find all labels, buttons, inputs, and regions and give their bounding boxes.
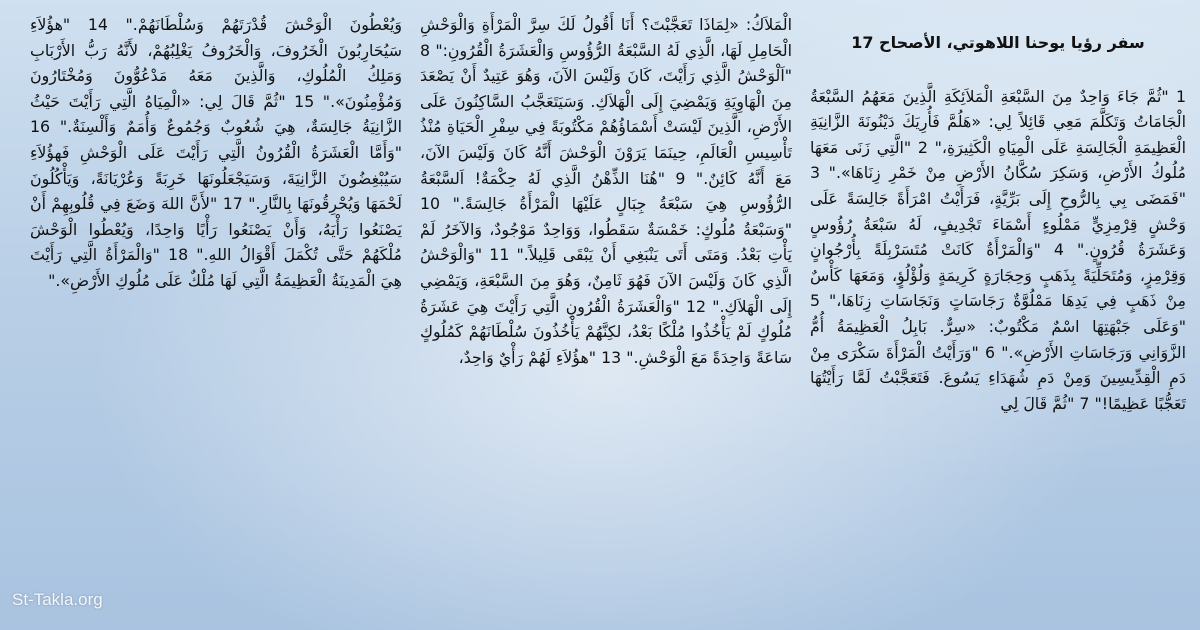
text-column-right [810, 12, 1186, 618]
chapter-title: سفر رؤيا يوحنا اللاهوتي، الأصحاح 17 [851, 33, 1145, 52]
text-column-middle [420, 12, 792, 618]
column-text-2: الْمَلاَكُ: «لِمَاذَا تَعَجَّبْتَ؟ أَنَا أَقُولُ لَكَ سِرَّ الْمَرْأَةِ وَالْوَحْشِ الْحَامِلِ لَهَا، الَّذِي لَهُ السَّبْعَةُ الرُّؤُوسِ وَالْعَشَرَةُ الْقُرُونِ:" 8 "اَلْوَحْشُ الَّذِي رَأَيْتَ، كَانَ وَلَيْسَ الآنَ، وَهُوَ عَتِيدٌ أَنْ يَصْعَدَ مِنَ الْهَاوِيَةِ وَيَمْضِيَ إِلَى الْهَلاَكِ. وَسَيَتَعَجَّبُ السَّاكِنُونَ عَلَى الأَرْضِ، الَّذِينَ لَيْسَتْ أَسْمَاؤُهُمْ مَكْتُوبَةً فِي سِفْرِ الْحَيَاةِ مُنْذُ تَأْسِيسِ الْعَالَمِ، حِينَمَا يَرَوْنَ الْوَحْشَ أَنَّهُ كَانَ وَلَيْسَ الآنَ، مَعَ أَنَّهُ كَائِنٌ." 9 "هُنَا الذِّهْنُ الَّذِي لَهُ حِكْمَةٌ! اَلسَّبْعَةُ الرُّؤُوسِ هِيَ سَبْعَةُ جِبَالٍ عَلَيْهَا الْمَرْأَةُ جَالِسَةً." 10 "وَسَبْعَةُ مُلُوكٍ: خَمْسَةٌ سَقَطُوا، وَوَاحِدٌ مَوْجُودٌ، وَالآخَرُ لَمْ يَأْتِ بَعْدُ. وَمَتَى أَتَى يَنْبَغِي أَنْ يَبْقَى قَلِيلاً." 11 "وَالْوَحْشُ الَّذِي كَانَ وَلَيْسَ الآنَ فَهُوَ ثَامِنٌ، وَهُوَ مِنَ السَّبْعَةِ، وَيَمْضِي إِلَى الْهَلاَكِ." 12 "وَالْعَشَرَةُ الْقُرُونِ الَّتِي رَأَيْتَ هِيَ عَشَرَةُ مُلُوكٍ لَمْ يَأْخُذُوا مُلْكًا بَعْدُ، لكِنَّهُمْ يَأْخُذُونَ سُلْطَانَهُمْ كَمُلُوكٍ سَاعَةً وَاحِدَةً مَعَ الْوَحْشِ." 13 "هؤُلاَءِ لَهُمْ رَأْيٌ وَاحِدٌ، [420, 15, 792, 367]
column-text-1: 1 "ثُمَّ جَاءَ وَاحِدٌ مِنَ السَّبْعَةِ الْمَلاَئِكَةِ الَّذِينَ مَعَهُمُ السَّبْعَةُ الْجَامَاتُ وَتَكَلَّمَ مَعِي قَائِلاً لِي: «هَلُمَّ فَأُرِيَكَ دَيْنُونَةَ الزَّانِيَةِ الْعَظِيمَةِ الْجَالِسَةِ عَلَى الْمِيَاهِ الْكَثِيرَةِ،" 2 "الَّتِي زَنَى مَعَهَا مُلُوكُ الأَرْضِ، وَسَكِرَ سُكَّانُ الأَرْضِ مِنْ خَمْرِ زِنَاهَا»." 3 "فَمَضَى بِي بِالرُّوحِ إِلَى بَرِّيَّةٍ، فَرَأَيْتُ امْرَأَةً جَالِسَةً عَلَى وَحْشٍ قِرْمِزِيٍّ مَمْلُوءٍ أَسْمَاءَ تَجْدِيفٍ، لَهُ سَبْعَةُ رُؤُوسٍ وَعَشَرَةُ قُرُونٍ." 4 "وَالْمَرْأَةُ كَانَتْ مُتَسَرْبِلَةً بِأُرْجُوانٍ وَقِرْمِزٍ، وَمُتَحَلِّيَةً بِذَهَبٍ وَحِجَارَةٍ كَرِيمَةٍ وَلُؤْلُؤٍ، وَمَعَهَا كَأْسٌ مِنْ ذَهَبٍ فِي يَدِهَا مَمْلُوَّةٌ رَجَاسَاتٍ وَنَجَاسَاتِ زِنَاهَا،" 5 "وَعَلَى جَبْهَتِهَا اسْمٌ مَكْتُوبٌ: «سِرٌّ. بَابِلُ الْعَظِيمَةُ أُمُّ الزَّوَانِي وَرَجَاسَاتِ الأَرْضِ»." 6 "وَرَأَيْتُ الْمَرْأَةَ سَكْرَى مِنْ دَمِ الْقِدِّيسِينَ وَمِنْ دَمِ شُهَدَاءِ يَسُوعَ. فَتَعَجَّبْتُ لَمَّا رَأَيْتُهَا تَعَجُّبًا عَظِيمًا!" 7 "ثُمَّ قَالَ لِي [810, 86, 1186, 413]
text-column-left [30, 12, 402, 618]
column-text-3: وَيُعْطُونَ الْوَحْشَ قُدْرَتَهُمْ وَسُلْطَانَهُمْ." 14 "هؤُلاَءِ سَيُحَارِبُونَ الْخَرُوفَ، وَالْخَرُوفُ يَغْلِبُهُمْ، لأَنَّهُ رَبُّ الأَرْبَابِ وَمَلِكُ الْمُلُوكِ، وَالَّذِينَ مَعَهُ مَدْعُوُّونَ وَمُخْتَارُونَ وَمُؤْمِنُونَ»." 15 "ثُمَّ قَالَ لِي: «الْمِيَاهُ الَّتِي رَأَيْتَ حَيْثُ الزَّانِيَةُ جَالِسَةٌ، هِيَ شُعُوبٌ وَجُمُوعٌ وَأُمَمٌ وَأَلْسِنَةٌ." 16 "وَأَمَّا الْعَشَرَةُ الْقُرُونُ الَّتِي رَأَيْتَ عَلَى الْوَحْشِ فَهؤُلاَءِ سَيُبْغِضُونَ الزَّانِيَةَ، وَسَيَجْعَلُونَهَا خَرِبَةً وَعُرْيَانَةً، وَيَأْكُلُونَ لَحْمَهَا وَيُحْرِقُونَهَا بِالنَّارِ." 17 "لأَنَّ اللهَ وَضَعَ فِي قُلُوبِهِمْ أَنْ يَصْنَعُوا رَأْيَهُ، وَأَنْ يَصْنَعُوا رَأْيًا وَاحِدًا، وَيُعْطُوا الْوَحْشَ مُلْكَهُمْ حَتَّى تُكْمَلَ أَقْوَالُ اللهِ." 18 "وَالْمَرْأَةُ الَّتِي رَأَيْتَ هِيَ الْمَدِينَةُ الْعَظِيمَةُ الَّتِي لَهَا مُلْكٌ عَلَى مُلُوكِ الأَرْضِ»." [30, 15, 402, 290]
site-watermark: St-Takla.org [12, 590, 103, 609]
